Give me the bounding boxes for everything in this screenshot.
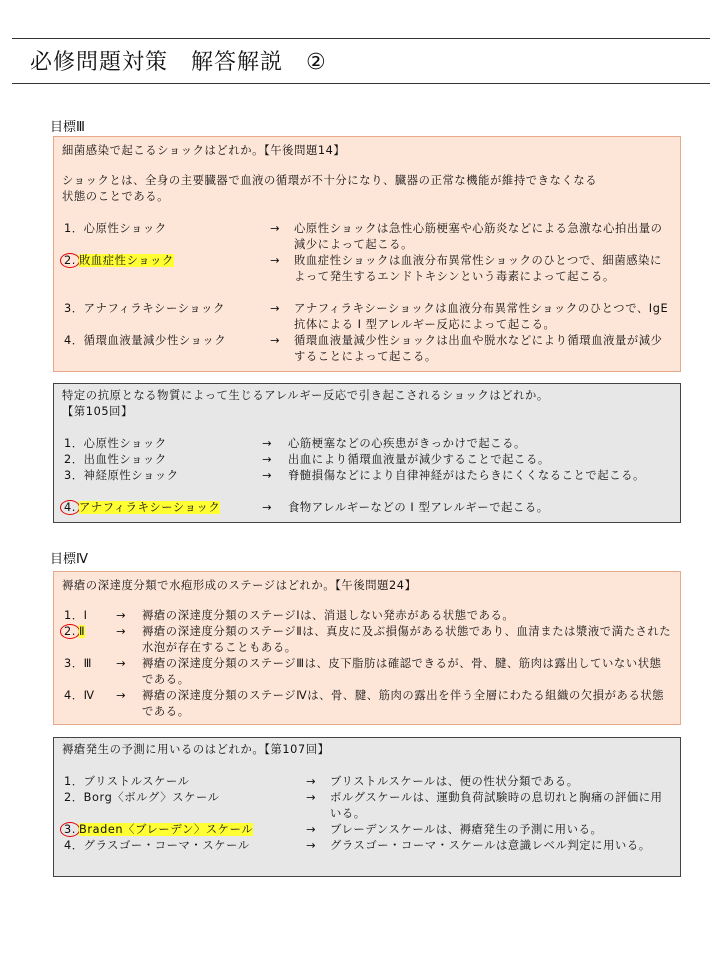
arrow-3: →	[262, 469, 273, 482]
option-4: 4．循環血液量減少性ショック	[64, 334, 227, 347]
question-text: 褥瘡発生の予測に用いるのはどれか。【第107回】	[62, 743, 330, 756]
arrow-1: →	[116, 609, 127, 622]
arrow-3: →	[116, 657, 127, 670]
explanation-3: ブレーデンスケールは、褥瘡発生の予測に用いる。	[330, 823, 603, 836]
highlighted-answer: Braden〈ブレーデン〉スケール	[78, 823, 254, 836]
answer-circle: 2.	[60, 253, 80, 268]
option-1: 1．心原性ショック	[64, 437, 167, 450]
question-box-3	[53, 571, 681, 725]
option-4: 4．Ⅳ	[64, 689, 95, 702]
explanation-2: 敗血症性ショックは血液分布異常性ショックのひとつで、細菌感染によって発生するエンドトキシンという毒素によって起こる。	[294, 254, 662, 283]
arrow-3: →	[270, 302, 281, 315]
option-3: 3．神経原性ショック	[64, 469, 179, 482]
explanation-1: 褥瘡の深達度分類のステージⅠは、消退しない発赤がある状態である。	[142, 609, 515, 622]
explanation-4: 循環血液量減少性ショックは出血や脱水などにより循環血液量が減少することによって起こる。	[294, 334, 663, 363]
arrow-1: →	[306, 775, 317, 788]
arrow-2: →	[270, 254, 281, 267]
explanation-3: アナフィラキシーショックは血液分布異常性ショックのひとつで、IgE抗体による I 型アレルギー反応によって起こる。	[294, 302, 669, 331]
answer-circle: 4.	[60, 500, 80, 515]
arrow-2: →	[306, 791, 317, 804]
question-text: 褥瘡の深達度分類で水疱形成のステージはどれか。【午後問題24】	[62, 579, 417, 592]
explanation-4: グラスゴー・コーマ・スケールは意識レベル判定に用いる。	[330, 839, 651, 852]
explanation-2: 出血により循環血液量が減少することで起こる。	[288, 453, 550, 466]
option-2: 2．出血性ショック	[64, 453, 167, 466]
explanation-4: 食物アレルギーなどの I 型アレルギーで起こる。	[288, 501, 549, 514]
question-box-1	[53, 136, 681, 372]
arrow-4: →	[116, 689, 127, 702]
explanation-2: ボルグスケールは、運動負荷試験時の息切れと胸痛の評価に用いる。	[330, 791, 663, 820]
explanation-1: 心原性ショックは急性心筋梗塞や心筋炎などによる急激な心拍出量の減少によって起こる。	[294, 222, 663, 251]
explanation-3: 褥瘡の深達度分類のステージⅢは、皮下脂肪は確認できるが、骨、腱、筋肉は露出していない状態である。	[142, 657, 662, 686]
answer-circle: 3.	[60, 822, 80, 837]
arrow-4: →	[270, 334, 281, 347]
question-text: 細菌感染で起こるショックはどれか。【午後問題14】	[62, 144, 346, 157]
option-1: 1．心原性ショック	[64, 222, 167, 235]
option-4: 4．グラスゴー・コーマ・スケール	[64, 839, 250, 852]
option-3: 3．Ⅲ	[64, 657, 93, 670]
explanation-1: ブリストルスケールは、便の性状分類である。	[330, 775, 579, 788]
option-3-correct	[64, 822, 253, 838]
highlighted-answer: 敗血症性ショック	[78, 254, 174, 267]
arrow-3: →	[306, 823, 317, 836]
question-ref: 【第105回】	[62, 405, 133, 418]
option-2: 2．Borg〈ボルグ〉スケール	[64, 791, 220, 804]
arrow-4: →	[306, 839, 317, 852]
question-box-4	[53, 737, 681, 877]
section-label-3: 目標Ⅲ	[50, 120, 85, 135]
option-2-correct	[64, 624, 85, 640]
option-4-correct	[64, 500, 220, 516]
definition-text-1: ショックとは、全身の主要臓器で血液の循環が不十分になり、臓器の正常な機能が維持できなくなる	[62, 174, 598, 187]
arrow-2: →	[116, 625, 127, 638]
option-1: 1．Ⅰ	[64, 609, 88, 622]
highlighted-answer: Ⅱ	[78, 625, 86, 638]
highlighted-answer: アナフィラキシーショック	[78, 501, 221, 514]
question-box-2	[53, 383, 681, 523]
explanation-1: 心筋梗塞などの心疾患がきっかけで起こる。	[288, 437, 526, 450]
explanation-2: 褥瘡の深達度分類のステージⅡは、真皮に及ぶ損傷がある状態であり、血清または漿液で満たされた水泡が存在することもある。	[142, 625, 672, 654]
question-text: 特定の抗原となる物質によって生じるアレルギー反応で引き起こされるショックはどれか。	[62, 389, 549, 402]
page-title: 必修問題対策 解答解説 ②	[30, 50, 327, 75]
option-3: 3．アナフィラキシーショック	[64, 302, 225, 315]
arrow-1: →	[262, 437, 273, 450]
arrow-1: →	[270, 222, 281, 235]
option-2-correct	[64, 253, 174, 269]
option-1: 1．ブリストルスケール	[64, 775, 190, 788]
arrow-4: →	[262, 501, 273, 514]
answer-circle: 2.	[60, 624, 80, 639]
arrow-2: →	[262, 453, 273, 466]
title-bar	[12, 38, 710, 84]
definition-text-2: 状態のことである。	[62, 190, 170, 203]
explanation-4: 褥瘡の深達度分類のステージⅣは、骨、腱、筋肉の露出を伴う全層にわたる組織の欠損がある状態である。	[142, 689, 665, 718]
explanation-3: 脊髄損傷などにより自律神経がはたらきにくくなることで起こる。	[288, 469, 645, 482]
section-label-4: 目標Ⅳ	[50, 552, 88, 567]
